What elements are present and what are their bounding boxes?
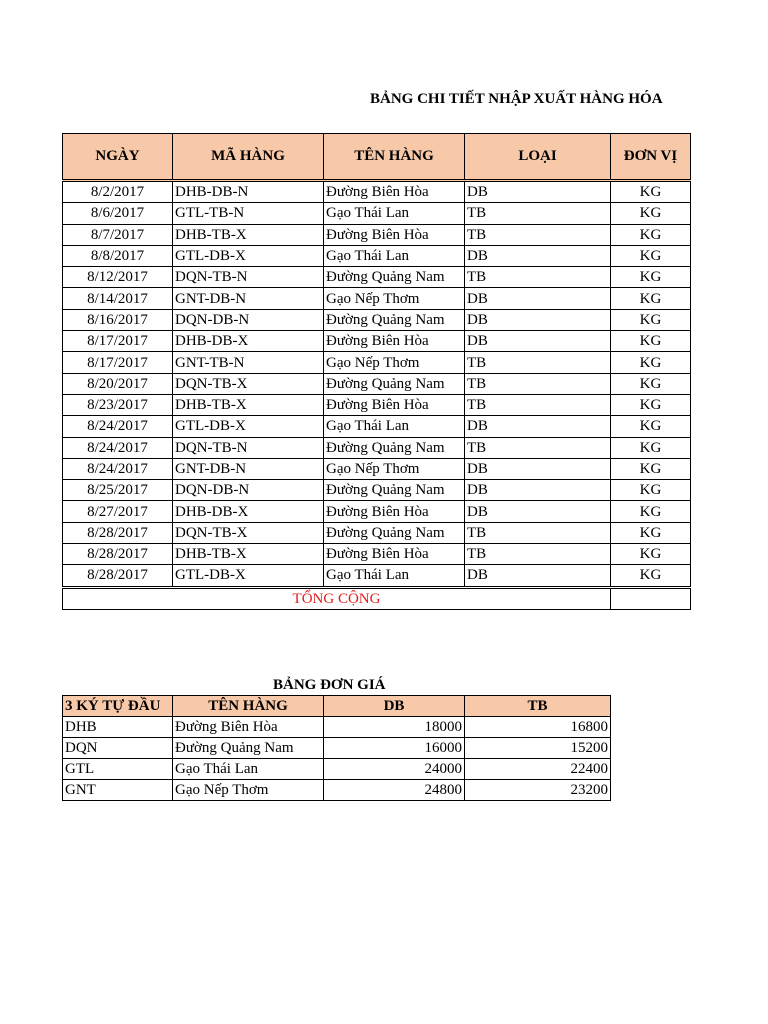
cell-name: Gạo Nếp Thơm [324, 458, 465, 479]
cell-unit: KG [611, 416, 691, 437]
cell-prefix: GNT [63, 780, 173, 801]
cell-product-name: Đường Biên Hòa [173, 717, 324, 738]
cell-name: Đường Quảng Nam [324, 309, 465, 330]
cell-unit: KG [611, 352, 691, 373]
header-db: DB [324, 696, 465, 717]
total-label: TỔNG CỘNG [63, 587, 611, 609]
cell-type: TB [465, 394, 611, 415]
table-row [63, 224, 691, 245]
cell-date: 8/28/2017 [63, 565, 173, 587]
header-tb: TB [465, 696, 611, 717]
cell-unit: KG [611, 203, 691, 224]
detail-table-body [63, 181, 691, 610]
table-row [63, 416, 691, 437]
cell-code: DQN-TB-N [173, 267, 324, 288]
cell-type: DB [465, 501, 611, 522]
cell-unit: KG [611, 331, 691, 352]
cell-code: GNT-TB-N [173, 352, 324, 373]
cell-name: Gạo Thái Lan [324, 245, 465, 266]
cell-unit: KG [611, 224, 691, 245]
cell-unit: KG [611, 480, 691, 501]
table-row [63, 181, 691, 203]
cell-code: DQN-DB-N [173, 480, 324, 501]
cell-type: TB [465, 544, 611, 565]
table-row [63, 288, 691, 309]
cell-type: TB [465, 373, 611, 394]
detail-table [62, 133, 691, 610]
cell-code: DQN-TB-N [173, 437, 324, 458]
cell-unit: KG [611, 373, 691, 394]
cell-type: TB [465, 203, 611, 224]
cell-date: 8/25/2017 [63, 480, 173, 501]
cell-name: Đường Quảng Nam [324, 437, 465, 458]
cell-code: DQN-TB-X [173, 373, 324, 394]
cell-type: DB [465, 331, 611, 352]
page-title: BẢNG CHI TIẾT NHẬP XUẤT HÀNG HÓA [370, 91, 663, 107]
cell-type: DB [465, 416, 611, 437]
cell-unit: KG [611, 288, 691, 309]
cell-date: 8/16/2017 [63, 309, 173, 330]
cell-code: DHB-DB-X [173, 501, 324, 522]
cell-name: Đường Biên Hòa [324, 181, 465, 203]
cell-unit: KG [611, 309, 691, 330]
cell-price-db: 16000 [324, 738, 465, 759]
cell-type: DB [465, 288, 611, 309]
cell-name: Đường Quảng Nam [324, 480, 465, 501]
table-row [63, 458, 691, 479]
cell-date: 8/28/2017 [63, 544, 173, 565]
table-row [63, 780, 611, 801]
cell-unit: KG [611, 458, 691, 479]
cell-type: DB [465, 565, 611, 587]
cell-code: DHB-DB-X [173, 331, 324, 352]
cell-code: GNT-DB-N [173, 288, 324, 309]
cell-date: 8/23/2017 [63, 394, 173, 415]
cell-unit: KG [611, 437, 691, 458]
cell-unit: KG [611, 245, 691, 266]
cell-date: 8/24/2017 [63, 416, 173, 437]
cell-name: Đường Quảng Nam [324, 522, 465, 543]
cell-date: 8/14/2017 [63, 288, 173, 309]
table-row [63, 501, 691, 522]
cell-date: 8/24/2017 [63, 458, 173, 479]
table-row [63, 394, 691, 415]
cell-type: TB [465, 352, 611, 373]
cell-code: DHB-TB-X [173, 394, 324, 415]
cell-price-tb: 16800 [465, 717, 611, 738]
cell-unit: KG [611, 181, 691, 203]
table-row [63, 480, 691, 501]
cell-name: Gạo Thái Lan [324, 203, 465, 224]
table-row [63, 245, 691, 266]
cell-code: GTL-TB-N [173, 203, 324, 224]
cell-name: Gạo Nếp Thơm [324, 352, 465, 373]
table-row [63, 717, 611, 738]
cell-name: Gạo Thái Lan [324, 565, 465, 587]
cell-date: 8/27/2017 [63, 501, 173, 522]
cell-type: DB [465, 458, 611, 479]
cell-code: DHB-TB-X [173, 544, 324, 565]
cell-name: Gạo Nếp Thơm [324, 288, 465, 309]
cell-code: DQN-DB-N [173, 309, 324, 330]
total-value [611, 587, 691, 609]
cell-unit: KG [611, 394, 691, 415]
cell-type: TB [465, 437, 611, 458]
cell-name: Đường Biên Hòa [324, 544, 465, 565]
table-row [63, 203, 691, 224]
cell-code: GTL-DB-X [173, 565, 324, 587]
cell-code: DQN-TB-X [173, 522, 324, 543]
price-table-title: BẢNG ĐƠN GIÁ [273, 677, 386, 693]
cell-prefix: GTL [63, 759, 173, 780]
header-product-name: TÊN HÀNG [173, 696, 324, 717]
header-prefix: 3 KÝ TỰ ĐẦU [63, 696, 173, 717]
cell-prefix: DHB [63, 717, 173, 738]
cell-product-name: Đường Quảng Nam [173, 738, 324, 759]
cell-price-db: 24000 [324, 759, 465, 780]
cell-name: Đường Biên Hòa [324, 501, 465, 522]
table-row [63, 309, 691, 330]
cell-name: Gạo Thái Lan [324, 416, 465, 437]
table-row [63, 267, 691, 288]
table-row [63, 331, 691, 352]
cell-date: 8/17/2017 [63, 352, 173, 373]
cell-unit: KG [611, 565, 691, 587]
cell-type: DB [465, 245, 611, 266]
cell-name: Đường Biên Hòa [324, 224, 465, 245]
cell-name: Đường Biên Hòa [324, 394, 465, 415]
cell-price-db: 18000 [324, 717, 465, 738]
detail-header-row [63, 134, 691, 181]
cell-code: DHB-TB-X [173, 224, 324, 245]
cell-prefix: DQN [63, 738, 173, 759]
header-ten-hang: TÊN HÀNG [324, 134, 465, 181]
price-header-row [63, 696, 611, 717]
cell-date: 8/28/2017 [63, 522, 173, 543]
cell-date: 8/20/2017 [63, 373, 173, 394]
table-row [63, 544, 691, 565]
cell-product-name: Gạo Thái Lan [173, 759, 324, 780]
header-ma-hang: MÃ HÀNG [173, 134, 324, 181]
cell-name: Đường Biên Hòa [324, 331, 465, 352]
header-loai: LOẠI [465, 134, 611, 181]
table-row [63, 565, 691, 587]
cell-date: 8/2/2017 [63, 181, 173, 203]
table-row [63, 759, 611, 780]
cell-price-db: 24800 [324, 780, 465, 801]
cell-unit: KG [611, 544, 691, 565]
cell-type: DB [465, 309, 611, 330]
cell-price-tb: 23200 [465, 780, 611, 801]
cell-date: 8/8/2017 [63, 245, 173, 266]
cell-type: DB [465, 480, 611, 501]
cell-unit: KG [611, 501, 691, 522]
cell-product-name: Gạo Nếp Thơm [173, 780, 324, 801]
cell-price-tb: 22400 [465, 759, 611, 780]
cell-code: GTL-DB-X [173, 416, 324, 437]
cell-type: TB [465, 267, 611, 288]
cell-unit: KG [611, 267, 691, 288]
cell-type: DB [465, 181, 611, 203]
cell-name: Đường Quảng Nam [324, 267, 465, 288]
total-row [63, 587, 691, 609]
cell-type: TB [465, 522, 611, 543]
cell-code: GNT-DB-N [173, 458, 324, 479]
table-row [63, 738, 611, 759]
cell-code: GTL-DB-X [173, 245, 324, 266]
header-don-vi: ĐƠN VỊ [611, 134, 691, 181]
cell-date: 8/17/2017 [63, 331, 173, 352]
cell-date: 8/6/2017 [63, 203, 173, 224]
cell-unit: KG [611, 522, 691, 543]
cell-code: DHB-DB-N [173, 181, 324, 203]
table-row [63, 522, 691, 543]
cell-type: TB [465, 224, 611, 245]
cell-price-tb: 15200 [465, 738, 611, 759]
table-row [63, 352, 691, 373]
table-row [63, 373, 691, 394]
cell-date: 8/24/2017 [63, 437, 173, 458]
cell-date: 8/7/2017 [63, 224, 173, 245]
cell-date: 8/12/2017 [63, 267, 173, 288]
price-table-body [63, 717, 611, 801]
cell-name: Đường Quảng Nam [324, 373, 465, 394]
header-ngay: NGÀY [63, 134, 173, 181]
table-row [63, 437, 691, 458]
price-table [62, 695, 611, 801]
